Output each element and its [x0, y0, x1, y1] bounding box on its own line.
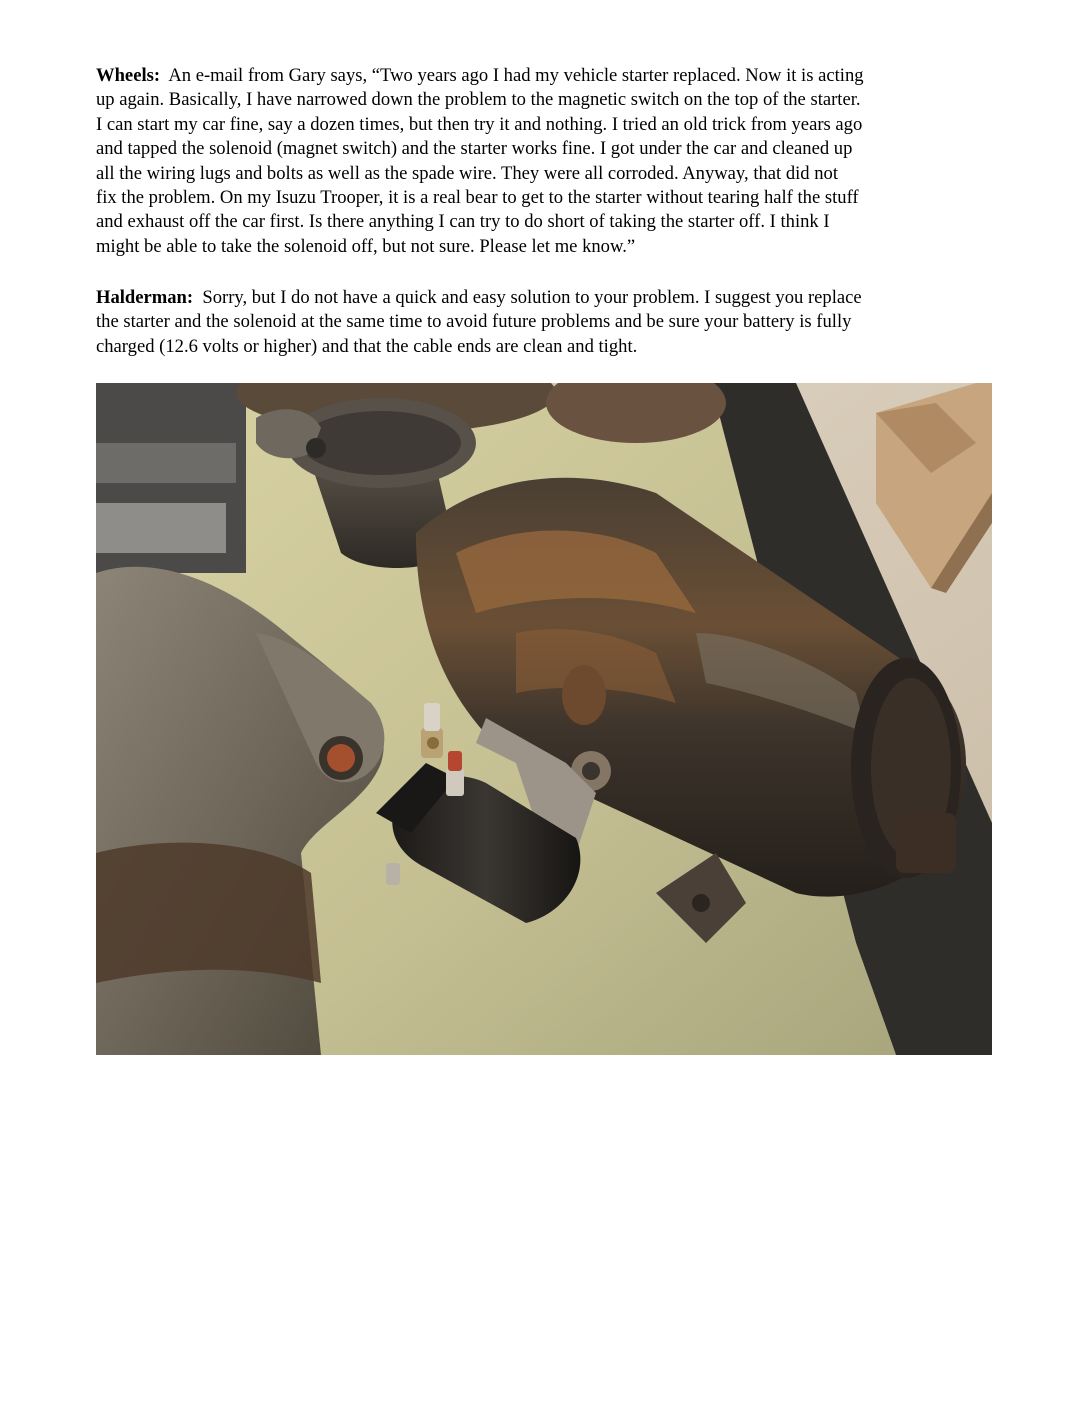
letter-speaker: Wheels: — [96, 65, 161, 86]
reply-speaker: Halderman: — [96, 287, 194, 308]
letter-line: I can start my car fine, say a dozen times, but then try it and nothing. I tried an old trick from years ago — [96, 113, 863, 135]
letter-line: and exhaust off the car first. Is there anything I can try to do short of taking the starter off. I think I — [96, 211, 830, 233]
starter-solenoid-photo — [96, 383, 992, 1055]
reply-paragraph — [96, 286, 996, 359]
starter-photo-illustration — [96, 383, 992, 1055]
letter-line — [96, 64, 996, 88]
reply-line-text: Sorry, but I do not have a quick and easy solution to your problem. I suggest you replace — [202, 287, 862, 308]
reply-line: charged (12.6 volts or higher) and that the cable ends are clean and tight. — [96, 335, 638, 357]
letter-line-text: An e-mail from Gary says, “Two years ago I had my vehicle starter replaced. Now it is acting — [168, 65, 864, 86]
letter-line: fix the problem. On my Isuzu Trooper, it is a real bear to get to the starter without tearing half the stuff — [96, 187, 859, 209]
letter-line: up again. Basically, I have narrowed down the problem to the magnetic switch on the top of the starter. — [96, 89, 861, 111]
letter-line: all the wiring lugs and bolts as well as the spade wire. They were all corroded. Anyway, that did not — [96, 162, 839, 184]
letter-line: and tapped the solenoid (magnet switch) and the starter works fine. I got under the car and cleaned up — [96, 138, 853, 160]
letter-line: might be able to take the solenoid off, but not sure. Please let me know.” — [96, 235, 636, 257]
letter-paragraph — [96, 64, 996, 259]
reply-line: the starter and the solenoid at the same time to avoid future problems and be sure your battery is fully — [96, 311, 852, 333]
reply-line — [96, 286, 996, 310]
